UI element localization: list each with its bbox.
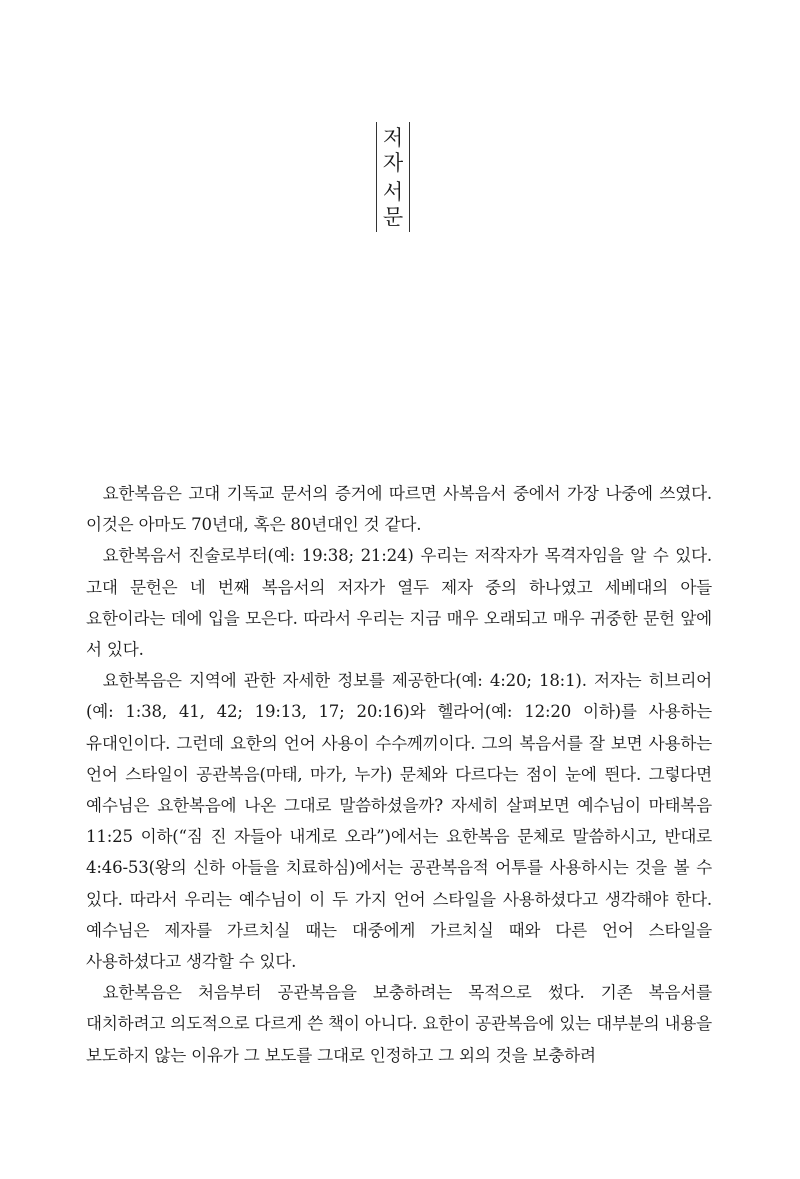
chapter-title-char: 자	[382, 151, 404, 175]
paragraph: 요한복음은 처음부터 공관복음을 보충하려는 목적으로 썼다. 기존 복음서를 대치하려고 의도적으로 다르게 쓴 책이 아니다. 요한이 공관복음에 있는 대부분의 내용을 보도하지 않는 이유가 그 보도를 그대로 인정하고 그 외의 것을 보충하려	[86, 983, 712, 1065]
chapter-title-char: 서	[382, 180, 404, 204]
paragraph: 요한복음은 지역에 관한 자세한 정보를 제공한다(예: 4:20; 18:1). 저자는 히브리어(예: 1:38, 41, 42; 19:13, 17; 20:16)와 헬라어(예: 12:20 이하)를 사용하는 유대인이다. 그런데 요한의 언어 사용이 수수께끼이다. 그의 복음서를 잘 보면 사용하는 언어 스타일이 공관복음(마태, 마가, 누가) 문체와 다르다는 점이 눈에 띈다. 그렇다면 예수님은 요한복음에 나온 그대로 말씀하셨을까? 자세히 살펴보면 예수님이 마태복음 11:25 이하(“짐 진 자들아 내게로 오라”)에서는 요한복음 문체로 말씀하시고, 반대로 4:46-53(왕의 신하 아들을 치료하심)에서는 공관복음적 어투를 사용하시는 것을 볼 수 있다. 따라서 우리는 예수님이 이 두 가지 언어 스타일을 사용하셨다고 생각해야 한다. 예수님은 제자를 가르치실 때는 대중에게 가르치실 때와 다른 언어 스타일을 사용하셨다고 생각할 수 있다.	[86, 671, 712, 972]
paragraph: 요한복음서 진술로부터(예: 19:38; 21:24) 우리는 저작자가 목격자임을 알 수 있다. 고대 문헌은 네 번째 복음서의 저자가 열두 제자 중의 하나였고 세베대의 아들 요한이라는 데에 입을 모은다. 따라서 우리는 지금 매우 오래되고 매우 귀중한 문헌 앞에 서 있다.	[86, 546, 712, 660]
chapter-title-char: 문	[382, 205, 404, 229]
preface-body	[86, 478, 712, 1071]
chapter-title	[376, 122, 410, 232]
chapter-title-char: 저	[382, 126, 404, 150]
paragraph: 요한복음은 고대 기독교 문서의 증거에 따르면 사복음서 중에서 가장 나중에 쓰였다. 이것은 아마도 70년대, 혹은 80년대인 것 같다.	[86, 484, 712, 535]
